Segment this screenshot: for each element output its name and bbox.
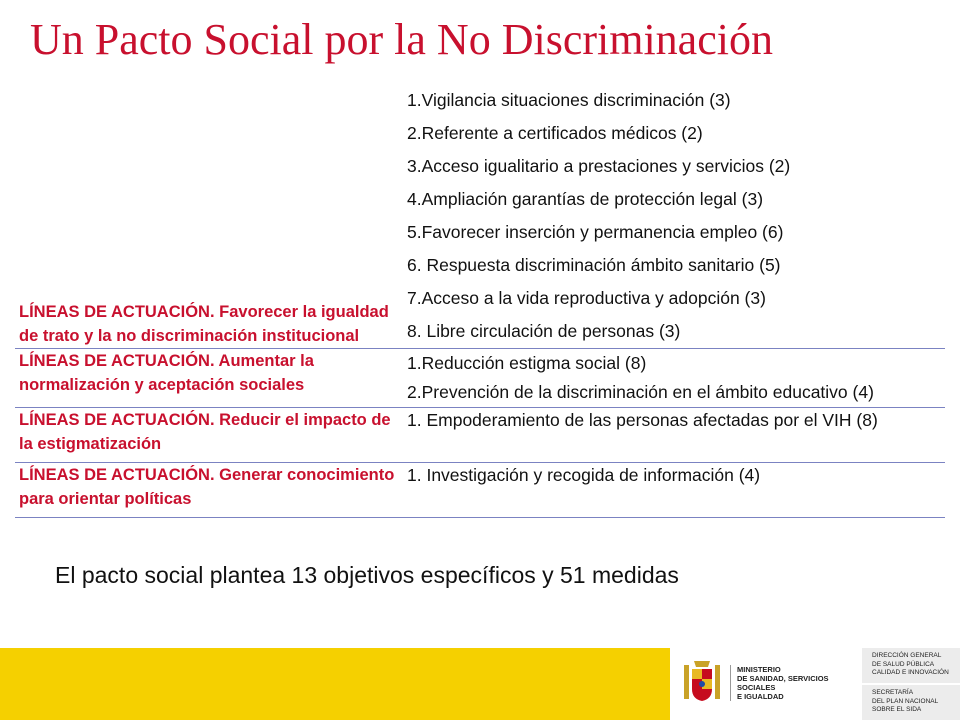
secretaria-line: SECRETARÍA	[872, 689, 914, 696]
list-item: 1. Investigación y recogida de información (4)	[407, 465, 761, 485]
direccion-line: CALIDAD E INNOVACIÓN	[872, 669, 949, 676]
direccion-line: DE SALUD PÚBLICA	[872, 660, 935, 668]
list-item: 2.Referente a certificados médicos (2)	[407, 123, 703, 143]
list-item: 1. Empoderamiento de las personas afectadas por el VIH (8)	[407, 410, 878, 430]
action-line-items	[403, 408, 945, 463]
table-row	[15, 463, 945, 518]
list-item: 5.Favorecer inserción y permanencia empleo (6)	[407, 222, 784, 242]
ministry-logo	[676, 650, 862, 716]
action-lines-table	[15, 84, 945, 518]
action-line-items	[403, 463, 945, 518]
coat-of-arms-icon	[682, 655, 722, 711]
ministry-line: DE SANIDAD, SERVICIOS SOCIALES	[737, 674, 829, 692]
action-line-heading: LÍNEAS DE ACTUACIÓN. Favorecer la igualdad de trato y la no discriminación institucional	[15, 84, 403, 349]
direccion-line: DIRECCIÓN GENERAL	[872, 652, 942, 659]
summary-text: El pacto social plantea 13 objetivos específicos y 51 medidas	[55, 562, 679, 588]
action-line-heading: LÍNEAS DE ACTUACIÓN. Generar conocimiento para orientar políticas	[15, 463, 403, 518]
list-item: 4.Ampliación garantías de protección legal (3)	[407, 189, 764, 209]
secretaria-label	[872, 689, 958, 715]
ministry-name	[730, 665, 862, 701]
list-item: 7.Acceso a la vida reproductiva y adopción (3)	[407, 288, 766, 308]
secretaria-line: DEL PLAN NACIONAL	[872, 697, 939, 705]
direccion-general-label	[872, 652, 958, 678]
action-line-heading: LÍNEAS DE ACTUACIÓN. Aumentar la normalización y aceptación sociales	[15, 349, 403, 408]
secretaria-line: SOBRE EL SIDA	[872, 706, 922, 713]
list-item: 2.Prevención de la discriminación en el ámbito educativo (4)	[407, 382, 874, 402]
list-item: 1.Reducción estigma social (8)	[407, 353, 647, 373]
slide-title: Un Pacto Social por la No Discriminación	[30, 15, 773, 64]
list-item: 8. Libre circulación de personas (3)	[407, 321, 681, 341]
list-item: 6. Respuesta discriminación ámbito sanitario (5)	[407, 255, 781, 275]
action-line-items	[403, 84, 945, 349]
action-line-items	[403, 349, 945, 408]
ministry-line: MINISTERIO	[737, 665, 781, 674]
list-item: 3.Acceso igualitario a prestaciones y servicios (2)	[407, 156, 791, 176]
list-item: 1.Vigilancia situaciones discriminación (3)	[407, 90, 731, 110]
table-row	[15, 84, 945, 349]
action-line-heading: LÍNEAS DE ACTUACIÓN. Reducir el impacto de la estigmatización	[15, 408, 403, 463]
table-row	[15, 408, 945, 463]
table-row	[15, 349, 945, 408]
ministry-line: E IGUALDAD	[737, 692, 784, 701]
